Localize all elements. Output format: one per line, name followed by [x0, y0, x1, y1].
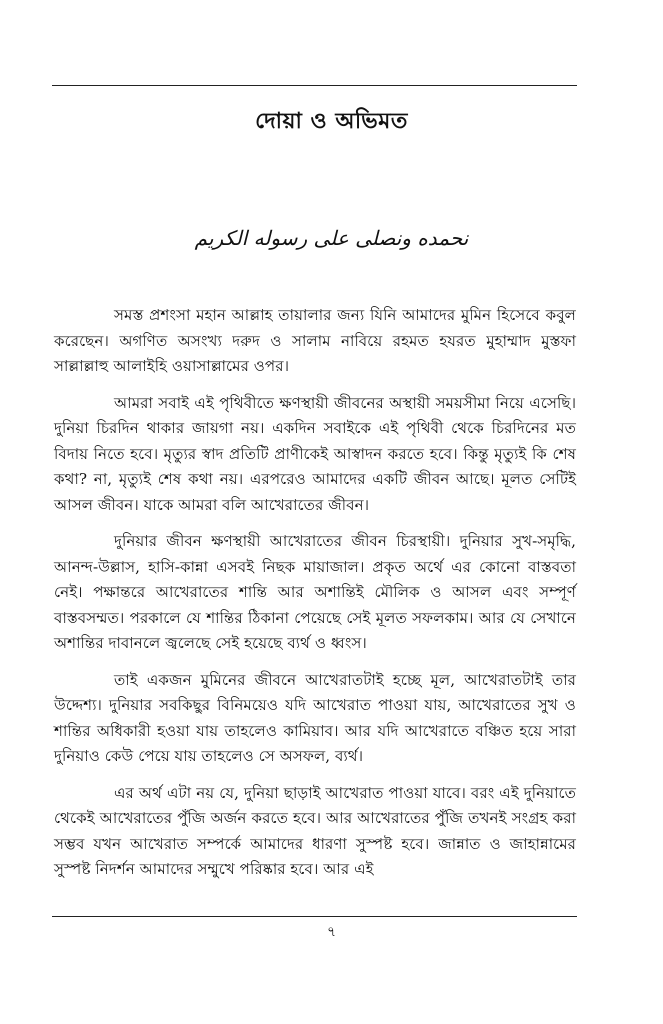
arabic-invocation: نحمده ونصلی علی رسوله الكريم — [194, 226, 469, 250]
paragraph: সমস্ত প্রশংসা মহান আল্লাহ তায়ালার জন্য যিনি আমাদের মুমিন হিসেবে কবুল করেছেন। অগণিত অসংখ্য দরুদ ও সালাম নাবিয়ে রহমত হযরত মুহাম্মাদ মুস্তফা সাল্লাল্লাহু আলাইহি ওয়াসাল্লামের ওপর। — [54, 306, 576, 375]
top-rule — [52, 85, 577, 86]
paragraph: দুনিয়ার জীবন ক্ষণস্থায়ী আখেরাতের জীবন চিরস্থায়ী। দুনিয়ার সুখ-সমৃদ্ধি, আনন্দ-উল্লাস, হাসি-কান্না এসবই নিছক মায়াজাল। প্রকৃত অর্থে এর কোনো বাস্তবতা নেই। পক্ষান্তরে আখেরাতের শান্তি আর অশান্তিই মৌলিক ও আসল এবং সম্পূর্ণ বাস্তবসম্মত। পরকালে যে শান্তির ঠিকানা পেয়েছে সেই মূলত সফলকাম। আর যে সেখানে অশান্তির দাবানলে জ্বলেছে সেই হয়েছে ব্যর্থ ও ধ্বংস। — [54, 532, 576, 652]
paragraph: তাই একজন মুমিনের জীবনে আখেরাতটাই হচ্ছে মূল, আখেরাতটাই তার উদ্দেশ্য। দুনিয়ার সবকিছুর বিনিময়েও যদি আখেরাত পাওয়া যায়, আখেরাতের সুখ ও শান্তির অধিকারী হওয়া যায় তাহলেও কামিয়াব। আর যদি আখেরাতে বঞ্চিত হয়ে সারা দুনিয়াও কেউ পেয়ে যায় তাহলেও সে অসফল, ব্যর্থ। — [54, 670, 576, 765]
bottom-rule — [52, 916, 577, 917]
body-text — [54, 303, 576, 894]
page-number: ৭ — [326, 924, 337, 940]
paragraph: আমরা সবাই এই পৃথিবীতে ক্ষণস্থায়ী জীবনের অস্থায়ী সময়সীমা নিয়ে এসেছি। দুনিয়া চিরদিন থাকার জায়গা নয়। একদিন সবাইকে এই পৃথিবী থেকে চিরদিনের মত বিদায় নিতে হবে। মৃত্যুর স্বাদ প্রতিটি প্রাণীকেই আস্বাদন করতে হবে। কিন্তু মৃত্যুই কি শেষ কথা? না, মৃত্যুই শেষ কথা নয়। এরপরেও আমাদের একটি জীবন আছে। মূলত সেটিই আসল জীবন। যাকে আমরা বলি আখেরাতের জীবন। — [54, 393, 576, 514]
page-title: দোয়া ও অভিমত — [255, 108, 408, 134]
paragraph: এর অর্থ এটা নয় যে, দুনিয়া ছাড়াই আখেরাত পাওয়া যাবে। বরং এই দুনিয়াতে থেকেই আখেরাতের পুঁজি অর্জন করতে হবে। আর আখেরাতের পুঁজি তখনই সংগ্রহ করা সম্ভব যখন আখেরাত সম্পর্কে আমাদের ধারণা সুস্পষ্ট হবে। জান্নাত ও জাহান্নামের সুস্পষ্ট নিদর্শন আমাদের সম্মুখে পরিষ্কার হবে। আর এই — [54, 783, 576, 878]
